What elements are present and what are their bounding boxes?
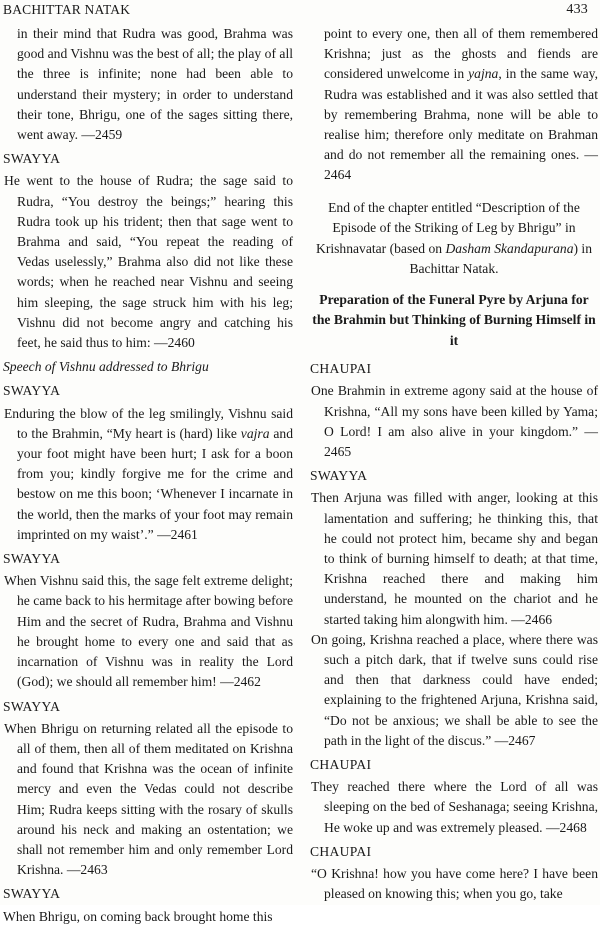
source-title: Dasham Skandapurana bbox=[445, 240, 574, 256]
verse-2465: One Brahmin in extreme agony said at the house of Krishna, “All my sons have been killed by Yama; O Lord! I am also alive in your kingdom.” —2465 bbox=[311, 383, 598, 459]
term-vajra: vajra bbox=[240, 425, 270, 441]
left-column bbox=[3, 24, 293, 927]
verse-2466: Then Arjuna was filled with anger, looking at this lamentation and suffering; he thinking this, that he could not protect him, became shy and began to think of burning himself to death; at that time, Krishna reached there and making him understand, he mounted on the chariot and he started taking him alongwith him. —2466 bbox=[311, 490, 598, 627]
verse-2462: When Vishnu said this, the sage felt extreme delight; he came back to his hermitage after bowing before Him and the secret of Rudra, Brahma and Vishnu he brought home to every one and said that as incarnation of Vishnu was in reality the Lord (God); we should all remember him! —2462 bbox=[4, 573, 293, 690]
verse-label-chaupai: CHAUPAI bbox=[310, 756, 372, 772]
verse-2469-start: “O Krishna! how you have come here? I have been pleased on knowing this; when you go, take bbox=[311, 866, 598, 902]
verse-label-chaupai: CHAUPAI bbox=[310, 361, 372, 377]
running-header-title: BACHITTAR NATAK bbox=[3, 2, 131, 17]
verse-2468: They reached there where the Lord of all was sleeping on the bed of Seshanaga; seeing Krishna, He woke up and was extremely pleased. —2468 bbox=[311, 779, 598, 835]
verse-2464: point to every one, then all of them remembered Krishna; just as the ghosts and fiends are considered unwelcome in yajna, in the same way, Rudra was established and it was also settled that by remembering Brahma, none will be able to realise him; therefore only meditate on Brahman and do not remember all the remaining ones. —2464 bbox=[324, 26, 598, 183]
verse-2464-start: When Bhrigu, on coming back brought home this bbox=[3, 908, 273, 924]
verse-label-swayya: SWAYYA bbox=[3, 698, 61, 714]
verse-2467: On going, Krishna reached a place, where there was such a pitch dark, that if twelve suns could rise and then that darkness could have ended; explaining to the frightened Arjuna, Krishna said, “Do not be anxious; we shall be able to see the path in the light of the discus.” —2467 bbox=[311, 631, 598, 748]
verse-label-swayya: SWAYYA bbox=[3, 151, 61, 167]
page-number: 433 bbox=[566, 2, 588, 17]
verse-2463: When Bhrigu on returning related all the episode to all of them, then all of them meditated on Krishna and found that Krishna was the ocean of infinite mercy and even the Vedas could not describe Him; Rudra keeps sitting with the rosary of skulls around his neck and making an ostentation; we shall not remember him and only remember Lord Krishna. —2463 bbox=[4, 720, 293, 878]
verse-label-swayya: SWAYYA bbox=[3, 886, 61, 902]
verse-2461: Enduring the blow of the leg smilingly, Vishnu said to the Brahmin, “My heart is (hard) like vajra and your foot might have been hurt; I ask for a boon from you; kindly forgive me for the crime and bestow on me this boon; ‘Whenever I incarnate in the world, then the marks of your foot may remain imprinted on my waist’.” —2461 bbox=[4, 405, 293, 542]
verse-label-swayya: SWAYYA bbox=[3, 551, 61, 567]
verse-label-swayya: SWAYYA bbox=[3, 383, 61, 399]
verse-label-swayya: SWAYYA bbox=[310, 468, 368, 484]
speech-heading: Speech of Vishnu addressed to Bhrigu bbox=[3, 359, 209, 375]
term-yajna: yajna bbox=[468, 66, 499, 82]
verse-2459: in their mind that Rudra was good, Brahma was good and Vishnu was the best of all; the play of all the three is infinite; none had been able to understand their mystery; in order to understand their tone, Bhrigu, one of the sages sitting there, went away. —2459 bbox=[17, 26, 293, 143]
verse-2460: He went to the house of Rudra; the sage said to Rudra, “You destroy the beings;” hearing this Rudra took up his trident; then that sage went to Brahma and said, “You repeat the reading of Vedas uselessly,” Brahma also did not like these words; when he reached near Vishnu and seeing him sleeping, the sage struck him with his leg; Vishnu did not become angry and catching his feet, he said thus to him: —2460 bbox=[4, 173, 293, 351]
chapter-heading: Preparation of the Funeral Pyre by Arjuna for the Brahmin but Thinking of Burning Himself in it bbox=[312, 291, 596, 348]
chapter-end-note: End of the chapter entitled “Description of the Episode of the Striking of Leg by Bhrigu” in Krishnavatar (based on Dasham Skandapurana) in Bachittar Natak. bbox=[316, 199, 592, 277]
verse-label-chaupai: CHAUPAI bbox=[310, 843, 372, 859]
right-column bbox=[310, 24, 598, 904]
